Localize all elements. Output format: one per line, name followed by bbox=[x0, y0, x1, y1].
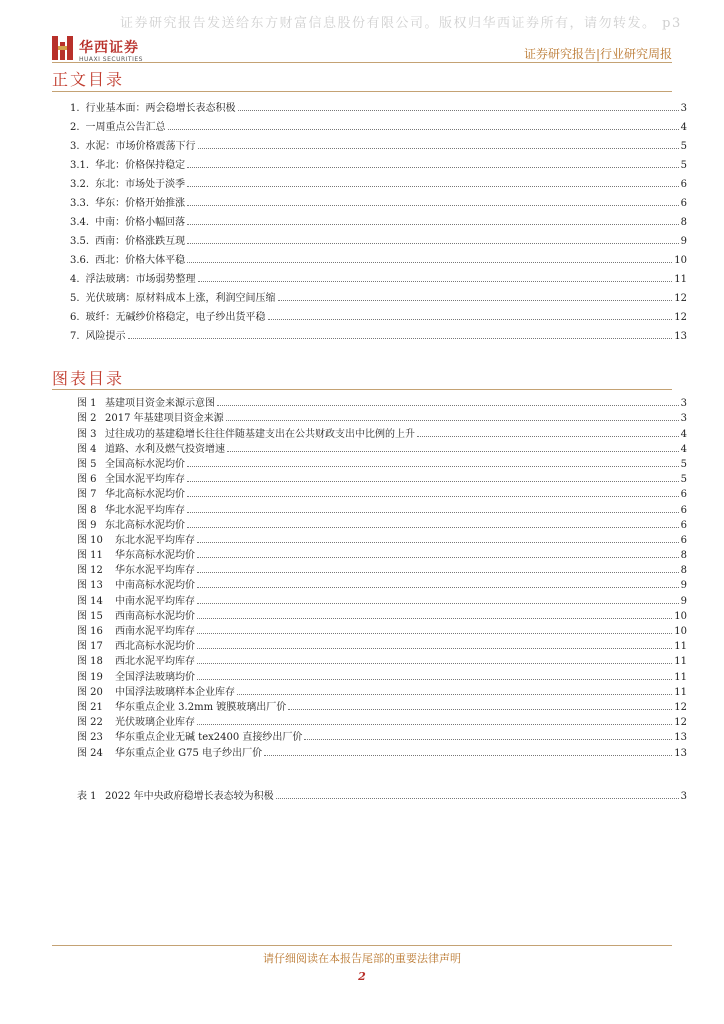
figure-entry-page: 8 bbox=[680, 550, 687, 562]
figure-entry-page: 10 bbox=[674, 626, 687, 637]
toc-entry[interactable] bbox=[70, 114, 687, 133]
table-entry[interactable] bbox=[77, 787, 687, 802]
figure-entry-number: 图 18 bbox=[77, 656, 103, 668]
dot-leader bbox=[198, 281, 673, 282]
figure-entry-title: 光伏玻璃企业库存 bbox=[115, 717, 195, 729]
figure-entry-number: 图 1 bbox=[77, 398, 97, 410]
figure-entry[interactable] bbox=[77, 409, 687, 424]
figure-entry[interactable] bbox=[77, 667, 687, 682]
figure-entry-title: 西南水泥平均库存 bbox=[115, 626, 195, 637]
figure-entry-number: 图 24 bbox=[77, 747, 103, 759]
toc-entry[interactable] bbox=[70, 304, 687, 323]
figure-entry[interactable] bbox=[77, 561, 687, 576]
toc-entry[interactable] bbox=[70, 133, 687, 152]
figure-entry[interactable] bbox=[77, 516, 687, 531]
figure-entry[interactable] bbox=[77, 440, 687, 455]
figure-entry-page: 3 bbox=[680, 413, 687, 425]
figure-entry-page: 12 bbox=[674, 701, 687, 713]
figure-entry-number: 图 9 bbox=[77, 519, 97, 531]
figure-entry-number: 图 11 bbox=[77, 550, 103, 562]
toc-entry[interactable] bbox=[70, 152, 687, 171]
toc-entry-page: 12 bbox=[674, 312, 687, 323]
figure-entry-page: 6 bbox=[680, 534, 687, 546]
dot-leader bbox=[278, 300, 673, 301]
toc-entry-page: 11 bbox=[674, 274, 687, 285]
figure-entry-title: 西北高标水泥均价 bbox=[115, 641, 195, 653]
figure-entry-number: 图 4 bbox=[77, 443, 97, 455]
figure-entry[interactable] bbox=[77, 394, 687, 409]
dot-leader bbox=[197, 724, 672, 725]
figure-entry-page: 8 bbox=[680, 565, 687, 577]
dot-leader bbox=[197, 557, 679, 558]
figure-entry-title: 全国高标水泥均价 bbox=[105, 458, 185, 470]
dot-leader bbox=[187, 466, 679, 467]
toc-entry-page: 5 bbox=[680, 141, 687, 152]
company-logo bbox=[52, 34, 172, 64]
figure-entry[interactable] bbox=[77, 470, 687, 485]
dot-leader bbox=[187, 481, 679, 482]
list-of-figures bbox=[77, 394, 687, 759]
figure-entry-title: 全国浮法玻璃均价 bbox=[115, 671, 195, 683]
figure-entry-title: 道路、水利及燃气投资增速 bbox=[105, 443, 225, 455]
figure-entry-page: 11 bbox=[674, 656, 687, 668]
toc-entry[interactable] bbox=[70, 266, 687, 285]
figure-entry-page: 10 bbox=[674, 610, 687, 622]
toc-entry-title: 光伏玻璃：原材料成本上涨，利润空间压缩 bbox=[85, 293, 276, 304]
toc-entry[interactable] bbox=[70, 95, 687, 114]
toc-entry-page: 12 bbox=[674, 293, 687, 304]
figure-entry[interactable] bbox=[77, 698, 687, 713]
figure-entry-page: 4 bbox=[680, 443, 687, 455]
figure-entry-title: 华东高标水泥均价 bbox=[115, 550, 195, 562]
toc-entry[interactable] bbox=[70, 323, 687, 342]
dot-leader bbox=[198, 148, 679, 149]
figure-entry-page: 5 bbox=[680, 474, 687, 486]
figure-entry-title: 东北水泥平均库存 bbox=[115, 534, 195, 546]
dot-leader bbox=[238, 110, 679, 111]
toc-entry-title: 水泥：市场价格震荡下行 bbox=[85, 141, 196, 152]
figure-entry-number: 图 6 bbox=[77, 474, 97, 486]
figure-entry-title: 华北高标水泥均价 bbox=[105, 489, 185, 501]
figure-entry-page: 13 bbox=[674, 732, 687, 744]
figure-entry-number: 图 15 bbox=[77, 610, 103, 622]
dot-leader bbox=[226, 420, 679, 421]
dot-leader bbox=[197, 648, 672, 649]
figure-entry-page: 5 bbox=[680, 458, 687, 470]
dot-leader bbox=[417, 436, 679, 437]
legal-notice: 请仔细阅读在本报告尾部的重要法律声明 bbox=[263, 952, 461, 965]
figure-entry-title: 华北水泥平均库存 bbox=[105, 504, 185, 516]
toc-entry-number: 1. bbox=[70, 103, 80, 114]
report-type-label: 证券研究报告|行业研究周报 bbox=[523, 47, 672, 61]
dot-leader bbox=[197, 542, 679, 543]
figure-entry[interactable] bbox=[77, 455, 687, 470]
toc-entry-title: 东北：市场处于淡季 bbox=[95, 179, 186, 190]
toc-entry-page: 8 bbox=[680, 217, 687, 228]
toc-entry-title: 华北：价格保持稳定 bbox=[95, 160, 186, 171]
page-number: 2 bbox=[358, 970, 366, 983]
dot-leader bbox=[197, 603, 679, 604]
figure-entry-page: 6 bbox=[680, 519, 687, 531]
toc-entry-title: 华东：价格开始推涨 bbox=[95, 198, 186, 209]
figure-entry-number: 图 14 bbox=[77, 595, 103, 607]
figure-entry-page: 9 bbox=[680, 595, 687, 607]
figure-entry[interactable] bbox=[77, 531, 687, 546]
figure-entry-title: 全国水泥平均库存 bbox=[105, 474, 185, 486]
toc-entry[interactable] bbox=[70, 285, 687, 304]
dot-leader bbox=[304, 739, 672, 740]
figure-entry-number: 图 23 bbox=[77, 732, 103, 744]
figure-entry[interactable] bbox=[77, 546, 687, 561]
figure-entry[interactable] bbox=[77, 500, 687, 515]
toc-entry-number: 7. bbox=[70, 331, 80, 342]
figure-entry-number: 图 22 bbox=[77, 717, 103, 729]
figure-entry-number: 图 7 bbox=[77, 489, 97, 501]
figure-entry-title: 华东水泥平均库存 bbox=[115, 565, 195, 577]
dot-leader bbox=[197, 618, 672, 619]
footer-divider bbox=[52, 945, 672, 946]
figure-entry-number: 图 12 bbox=[77, 565, 103, 577]
dot-leader bbox=[187, 496, 679, 497]
figure-entry-title: 西北水泥平均库存 bbox=[115, 656, 195, 668]
toc-entry[interactable] bbox=[70, 171, 687, 190]
figure-entry-page: 6 bbox=[680, 504, 687, 516]
toc-entry[interactable] bbox=[70, 247, 687, 266]
toc-section-title: 正文目录 bbox=[52, 70, 125, 89]
toc-entry-page: 4 bbox=[680, 122, 687, 133]
dot-leader bbox=[187, 167, 679, 168]
toc-section-divider bbox=[52, 91, 672, 92]
figure-entry-title: 中南高标水泥均价 bbox=[115, 580, 195, 592]
figure-entry[interactable] bbox=[77, 728, 687, 743]
toc-entry-page: 6 bbox=[680, 198, 687, 209]
figure-entry-number: 图 2 bbox=[77, 413, 97, 425]
figure-entry-page: 9 bbox=[680, 580, 687, 592]
dot-leader bbox=[128, 338, 673, 339]
figure-entry[interactable] bbox=[77, 637, 687, 652]
figure-entry[interactable] bbox=[77, 485, 687, 500]
toc-entry-page: 9 bbox=[680, 236, 687, 247]
toc-entry-number: 3.4. bbox=[70, 217, 90, 228]
figure-entry-title: 华东重点企业 G75 电子纱出厂价 bbox=[115, 747, 263, 759]
table-of-contents bbox=[70, 95, 687, 342]
dot-leader bbox=[197, 587, 679, 588]
figure-entry[interactable] bbox=[77, 576, 687, 591]
dot-leader bbox=[227, 451, 679, 452]
toc-entry[interactable] bbox=[70, 209, 687, 228]
list-of-tables bbox=[77, 787, 687, 802]
figure-entry-title: 华东重点企业无碱 tex2400 直接纱出厂价 bbox=[115, 732, 303, 744]
dot-leader bbox=[187, 262, 672, 263]
header-divider bbox=[52, 62, 672, 63]
toc-entry-title: 行业基本面：两会稳增长表态积极 bbox=[85, 103, 236, 114]
figure-entry-number: 图 8 bbox=[77, 504, 97, 516]
figure-entry-title: 过往成功的基建稳增长往往伴随基建支出在公共财政支出中比例的上升 bbox=[105, 428, 415, 440]
figure-entry-title: 东北高标水泥均价 bbox=[105, 519, 185, 531]
toc-entry-number: 3.6. bbox=[70, 255, 90, 266]
toc-entry-number: 3. bbox=[70, 141, 80, 152]
figure-entry-number: 图 5 bbox=[77, 458, 97, 470]
dot-leader bbox=[217, 405, 679, 406]
figure-entry-number: 图 16 bbox=[77, 626, 103, 637]
toc-entry-page: 10 bbox=[674, 255, 687, 266]
figure-entry-title: 基建项目资金来源示意图 bbox=[105, 398, 215, 410]
dot-leader bbox=[276, 798, 679, 799]
toc-entry[interactable] bbox=[70, 228, 687, 247]
figure-entry-page: 12 bbox=[674, 717, 687, 729]
figure-entry-page: 3 bbox=[680, 398, 687, 410]
figure-entry-page: 11 bbox=[674, 686, 687, 698]
figure-entry[interactable] bbox=[77, 652, 687, 667]
figure-entry-number: 图 13 bbox=[77, 580, 103, 592]
figure-entry-title: 中国浮法玻璃样本企业库存 bbox=[115, 686, 235, 698]
toc-entry-title: 玻纤：无碱纱价格稳定，电子纱出货平稳 bbox=[85, 312, 266, 323]
figure-entry[interactable] bbox=[77, 424, 687, 439]
figure-entry-title: 西南高标水泥均价 bbox=[115, 610, 195, 622]
toc-entry-page: 5 bbox=[680, 160, 687, 171]
figure-entry-page: 13 bbox=[674, 747, 687, 759]
toc-entry-page: 3 bbox=[680, 103, 687, 114]
watermark-text: 证券研究报告发送给东方财富信息股份有限公司。版权归华西证券所有，请勿转发。 p3 bbox=[120, 16, 682, 31]
toc-entry-title: 西南：价格涨跌互现 bbox=[95, 236, 186, 247]
toc-entry-title: 中南：价格小幅回落 bbox=[95, 217, 186, 228]
figure-entry[interactable] bbox=[77, 713, 687, 728]
figure-entry[interactable] bbox=[77, 607, 687, 622]
figure-entry-number: 图 3 bbox=[77, 428, 97, 440]
figure-entry[interactable] bbox=[77, 743, 687, 758]
dot-leader bbox=[197, 679, 672, 680]
figure-entry-number: 图 10 bbox=[77, 534, 103, 546]
figure-entry-page: 6 bbox=[680, 489, 687, 501]
toc-entry-title: 西北：价格大体平稳 bbox=[95, 255, 186, 266]
figure-entry-title: 华东重点企业 3.2mm 镀膜玻璃出厂价 bbox=[115, 701, 287, 713]
logo-english-name: HUAXI SECURITIES bbox=[79, 56, 143, 63]
dot-leader bbox=[288, 709, 672, 710]
toc-entry-title: 风险提示 bbox=[85, 331, 126, 342]
figure-entry-page: 4 bbox=[680, 428, 687, 440]
figure-entry[interactable] bbox=[77, 591, 687, 606]
huaxi-logo-icon bbox=[52, 34, 74, 62]
table-entry-number: 表 1 bbox=[77, 791, 97, 803]
toc-entry-number: 3.1. bbox=[70, 160, 90, 171]
dot-leader bbox=[197, 663, 672, 664]
figure-entry-number: 图 20 bbox=[77, 686, 103, 698]
dot-leader bbox=[187, 186, 679, 187]
toc-entry-number: 2. bbox=[70, 122, 80, 133]
dot-leader bbox=[187, 205, 679, 206]
figure-entry-number: 图 19 bbox=[77, 671, 103, 683]
toc-entry-number: 3.3. bbox=[70, 198, 90, 209]
toc-entry-title: 浮法玻璃：市场弱势整理 bbox=[85, 274, 196, 285]
dot-leader bbox=[268, 319, 673, 320]
dot-leader bbox=[168, 129, 679, 130]
dot-leader bbox=[187, 224, 679, 225]
figure-entry-number: 图 21 bbox=[77, 701, 103, 713]
dot-leader bbox=[197, 633, 672, 634]
toc-entry-number: 3.2. bbox=[70, 179, 90, 190]
toc-entry-page: 6 bbox=[680, 179, 687, 190]
table-entry-page: 3 bbox=[680, 791, 687, 803]
dot-leader bbox=[187, 527, 679, 528]
toc-entry-page: 13 bbox=[674, 331, 687, 342]
dot-leader bbox=[197, 572, 679, 573]
figure-entry-title: 2017 年基建项目资金来源 bbox=[105, 413, 224, 425]
figure-entry-page: 11 bbox=[674, 641, 687, 653]
dot-leader bbox=[237, 694, 672, 695]
toc-entry-number: 3.5. bbox=[70, 236, 90, 247]
figure-entry-title: 中南水泥平均库存 bbox=[115, 595, 195, 607]
dot-leader bbox=[264, 755, 672, 756]
toc-entry-title: 一周重点公告汇总 bbox=[85, 122, 166, 133]
toc-entry-number: 5. bbox=[70, 293, 80, 304]
figure-entry[interactable] bbox=[77, 683, 687, 698]
dot-leader bbox=[187, 243, 679, 244]
table-entry-title: 2022 年中央政府稳增长表态较为积极 bbox=[105, 791, 274, 803]
toc-entry-number: 4. bbox=[70, 274, 80, 285]
dot-leader bbox=[187, 512, 679, 513]
figure-entry[interactable] bbox=[77, 622, 687, 637]
figure-entry-number: 图 17 bbox=[77, 641, 103, 653]
figure-entry-page: 11 bbox=[674, 671, 687, 683]
logo-company-name: 华西证券 bbox=[79, 40, 139, 56]
toc-entry-number: 6. bbox=[70, 312, 80, 323]
figures-section-title: 图表目录 bbox=[52, 369, 125, 388]
toc-entry[interactable] bbox=[70, 190, 687, 209]
figures-section-divider bbox=[52, 389, 672, 390]
